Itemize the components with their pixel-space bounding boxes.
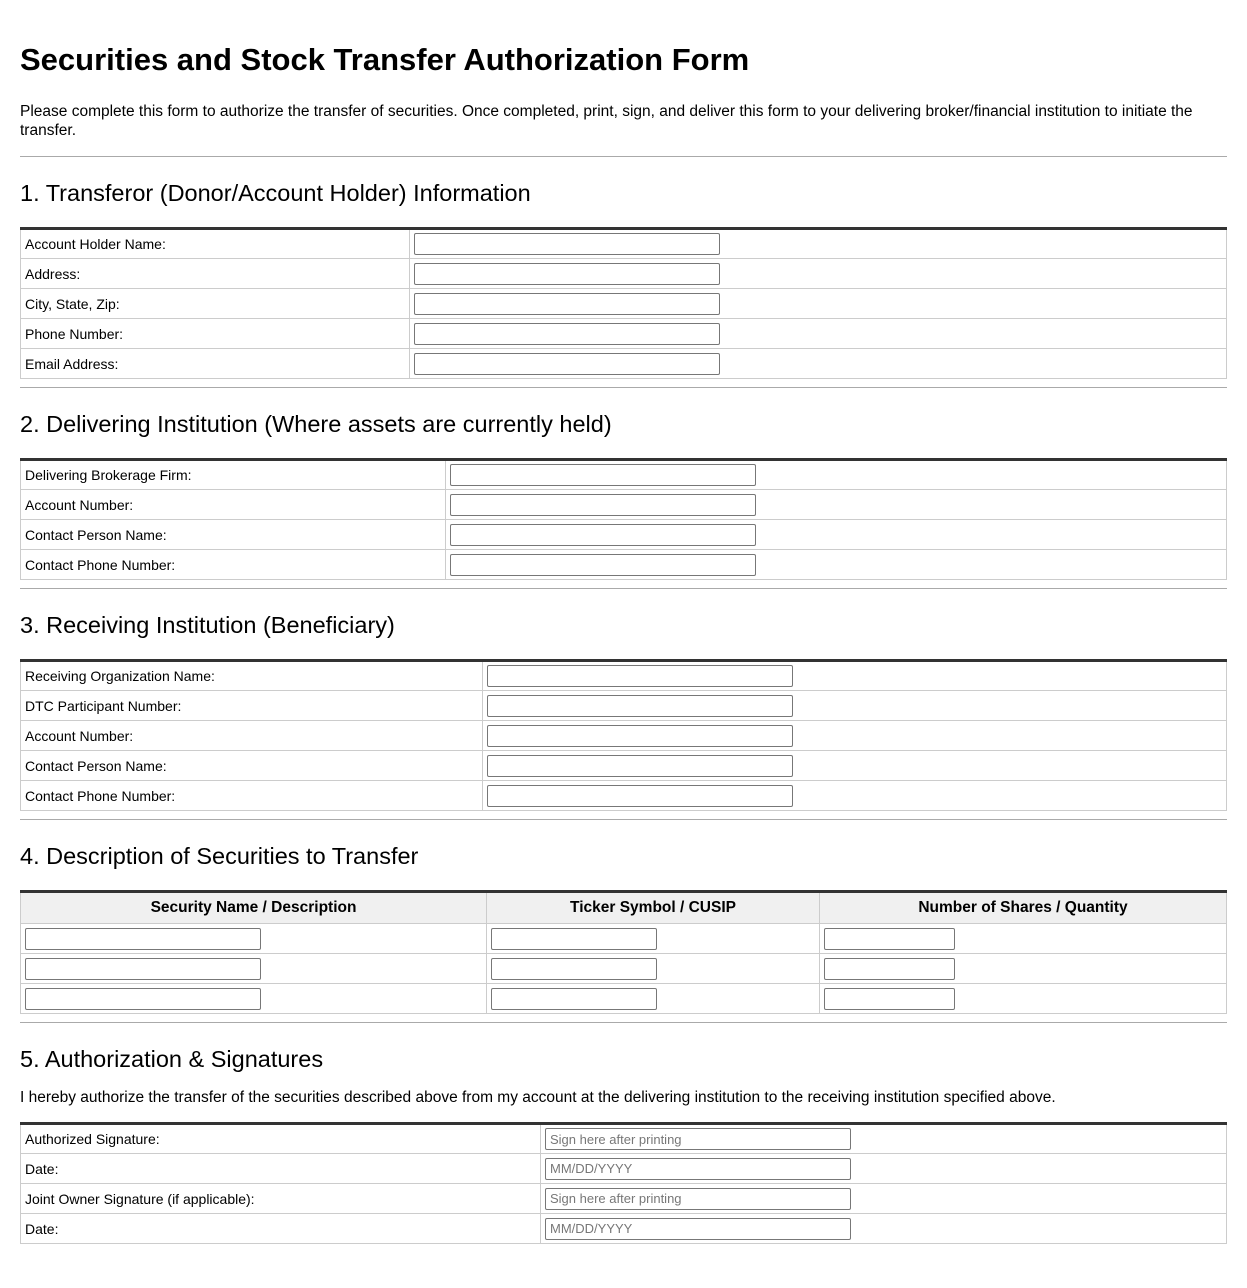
table-row — [21, 691, 1227, 721]
table-row — [21, 984, 1227, 1014]
receiving-contact-name-input[interactable] — [487, 755, 793, 777]
account-holder-name-input[interactable] — [414, 233, 720, 255]
authorization-table — [20, 1122, 1227, 1244]
field-label: Account Number: — [21, 490, 446, 520]
ticker-cusip-input[interactable] — [491, 958, 657, 980]
section-divider — [20, 1022, 1227, 1023]
table-row — [21, 1184, 1227, 1214]
column-header: Number of Shares / Quantity — [820, 892, 1227, 924]
field-label: Email Address: — [21, 349, 410, 379]
quantity-input[interactable] — [824, 928, 955, 950]
field-label: Receiving Organization Name: — [21, 661, 483, 691]
field-label: Delivering Brokerage Firm: — [21, 460, 446, 490]
receiving-table — [20, 659, 1227, 811]
table-row — [21, 460, 1227, 490]
city-state-zip-input[interactable] — [414, 293, 720, 315]
intro-text: Please complete this form to authorize the transfer of securities. Once completed, print, sign, and deliver this form to your delivering broker/financial institution to initiate the transfer. — [20, 103, 1193, 139]
quantity-input[interactable] — [824, 958, 955, 980]
authorized-signature-input[interactable] — [545, 1128, 851, 1150]
field-label: Phone Number: — [21, 319, 410, 349]
section-divider — [20, 156, 1227, 157]
delivering-contact-phone-input[interactable] — [450, 554, 756, 576]
field-label: Contact Person Name: — [21, 520, 446, 550]
ticker-cusip-input[interactable] — [491, 988, 657, 1010]
table-row — [21, 721, 1227, 751]
column-header: Ticker Symbol / CUSIP — [487, 892, 820, 924]
section-heading-receiving: 3. Receiving Institution (Beneficiary) — [20, 612, 395, 638]
table-row — [21, 319, 1227, 349]
table-row — [21, 751, 1227, 781]
phone-number-input[interactable] — [414, 323, 720, 345]
section-heading-delivering: 2. Delivering Institution (Where assets are currently held) — [20, 411, 612, 437]
joint-owner-date-input[interactable] — [545, 1218, 851, 1240]
table-row — [21, 289, 1227, 319]
dtc-participant-number-input[interactable] — [487, 695, 793, 717]
joint-owner-signature-input[interactable] — [545, 1188, 851, 1210]
signature-date-input[interactable] — [545, 1158, 851, 1180]
delivering-table — [20, 458, 1227, 580]
receiving-organization-name-input[interactable] — [487, 665, 793, 687]
quantity-input[interactable] — [824, 988, 955, 1010]
field-label: Contact Phone Number: — [21, 550, 446, 580]
section-divider — [20, 387, 1227, 388]
address-input[interactable] — [414, 263, 720, 285]
table-row — [21, 1124, 1227, 1154]
receiving-contact-phone-input[interactable] — [487, 785, 793, 807]
field-label: Contact Person Name: — [21, 751, 483, 781]
authorization-statement: I hereby authorize the transfer of the securities described above from my account at the delivering institution to the receiving institution specified above. — [20, 1089, 1056, 1106]
section-heading-transferor: 1. Transferor (Donor/Account Holder) Information — [20, 180, 531, 206]
table-row — [21, 1154, 1227, 1184]
table-row — [21, 349, 1227, 379]
field-label: Authorized Signature: — [21, 1124, 541, 1154]
delivering-account-number-input[interactable] — [450, 494, 756, 516]
field-label: City, State, Zip: — [21, 289, 410, 319]
table-row — [21, 661, 1227, 691]
delivering-brokerage-firm-input[interactable] — [450, 464, 756, 486]
table-row — [21, 229, 1227, 259]
table-row — [21, 259, 1227, 289]
security-name-input[interactable] — [25, 958, 261, 980]
field-label: DTC Participant Number: — [21, 691, 483, 721]
security-name-input[interactable] — [25, 928, 261, 950]
field-label: Account Number: — [21, 721, 483, 751]
table-row — [21, 1214, 1227, 1244]
field-label: Contact Phone Number: — [21, 781, 483, 811]
securities-table — [20, 890, 1227, 1014]
section-divider — [20, 819, 1227, 820]
ticker-cusip-input[interactable] — [491, 928, 657, 950]
field-label: Account Holder Name: — [21, 229, 410, 259]
table-header-row — [21, 892, 1227, 924]
table-row — [21, 954, 1227, 984]
transferor-table — [20, 227, 1227, 379]
email-address-input[interactable] — [414, 353, 720, 375]
receiving-account-number-input[interactable] — [487, 725, 793, 747]
field-label: Date: — [21, 1214, 541, 1244]
table-row — [21, 490, 1227, 520]
section-divider — [20, 588, 1227, 589]
security-name-input[interactable] — [25, 988, 261, 1010]
column-header: Security Name / Description — [21, 892, 487, 924]
table-row — [21, 781, 1227, 811]
page-title: Securities and Stock Transfer Authorization Form — [20, 42, 750, 77]
table-row — [21, 550, 1227, 580]
field-label: Joint Owner Signature (if applicable): — [21, 1184, 541, 1214]
field-label: Address: — [21, 259, 410, 289]
delivering-contact-name-input[interactable] — [450, 524, 756, 546]
section-heading-securities: 4. Description of Securities to Transfer — [20, 843, 419, 869]
section-heading-authorization: 5. Authorization & Signatures — [20, 1046, 324, 1072]
field-label: Date: — [21, 1154, 541, 1184]
table-row — [21, 924, 1227, 954]
table-row — [21, 520, 1227, 550]
